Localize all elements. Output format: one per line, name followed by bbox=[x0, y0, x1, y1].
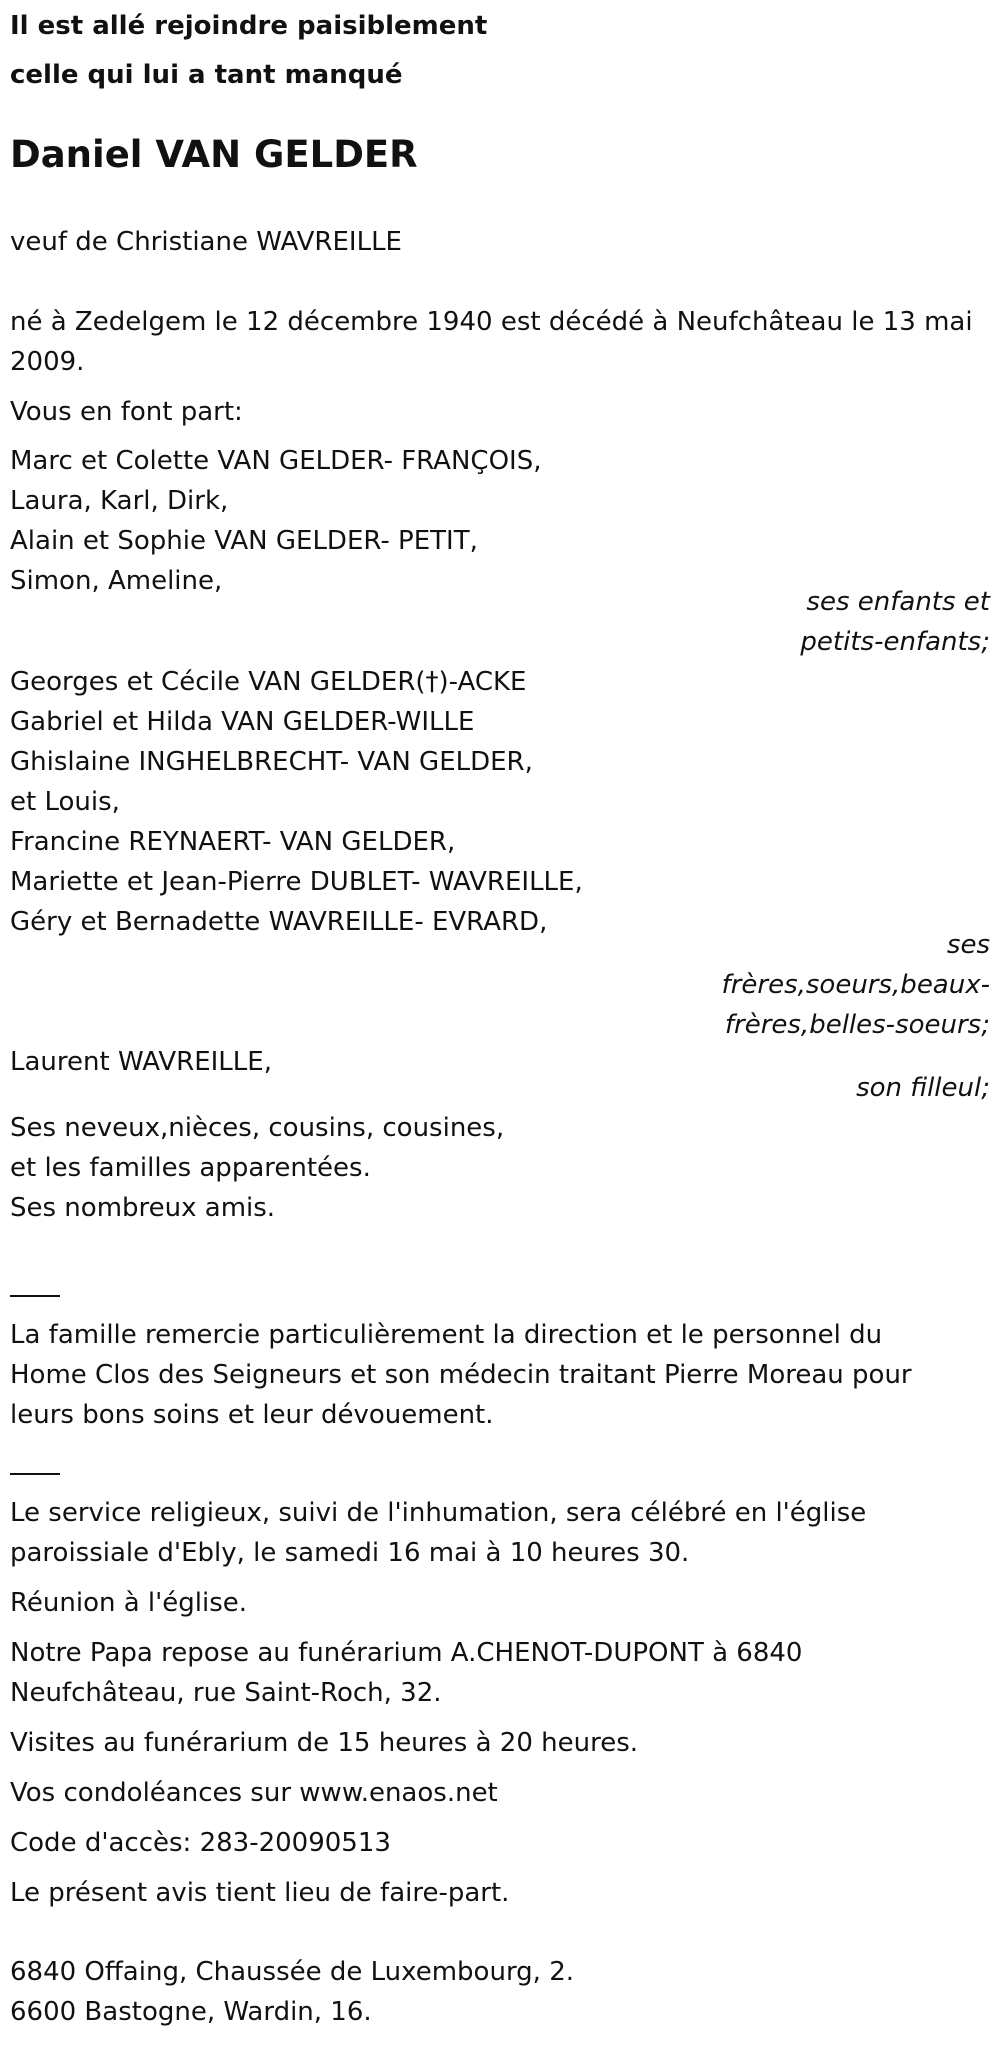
godson: Laurent WAVREILLE, bbox=[10, 1047, 272, 1077]
list-item: Francine REYNAERT- VAN GELDER, bbox=[10, 827, 456, 857]
ceremony-line: Le service religieux, suivi de l'inhumation, sera célébré en l'église bbox=[10, 1498, 867, 1528]
thanks-line: Home Clos des Seigneurs et son médecin traitant Pierre Moreau pour bbox=[10, 1360, 912, 1390]
siblings-role-line-1: ses bbox=[946, 930, 990, 960]
list-item: Gabriel et Hilda VAN GELDER-WILLE bbox=[10, 707, 475, 737]
intro-line-2: celle qui lui a tant manqué bbox=[10, 60, 403, 90]
funeral-home-line: Notre Papa repose au funérarium A.CHENOT-DUPONT à 6840 bbox=[10, 1638, 803, 1668]
address-line: 6840 Offaing, Chaussée de Luxembourg, 2. bbox=[10, 1957, 575, 1987]
announcement-intro: Vous en font part: bbox=[10, 397, 243, 427]
list-item: Mariette et Jean-Pierre DUBLET- WAVREILLE, bbox=[10, 867, 583, 897]
meeting: Réunion à l'église. bbox=[10, 1588, 248, 1618]
list-item: Ghislaine INGHELBRECHT- VAN GELDER, bbox=[10, 747, 533, 777]
condolences: Vos condoléances sur www.enaos.net bbox=[10, 1778, 498, 1808]
list-item: Géry et Bernadette WAVREILLE- EVRARD, bbox=[10, 907, 548, 937]
funeral-home-line: Neufchâteau, rue Saint-Roch, 32. bbox=[10, 1678, 442, 1708]
list-item: Simon, Ameline, bbox=[10, 566, 223, 596]
birth-death-line-1: né à Zedelgem le 12 décembre 1940 est décédé à Neufchâteau le 13 mai bbox=[10, 307, 973, 337]
deceased-name: Daniel VAN GELDER bbox=[10, 133, 418, 176]
birth-death-line-2: 2009. bbox=[10, 347, 85, 377]
thanks-line: leurs bons soins et leur dévouement. bbox=[10, 1400, 494, 1430]
separator bbox=[10, 1295, 60, 1297]
thanks-line: La famille remercie particulièrement la direction et le personnel du bbox=[10, 1320, 883, 1350]
list-item: Alain et Sophie VAN GELDER- PETIT, bbox=[10, 526, 478, 556]
list-item: Laura, Karl, Dirk, bbox=[10, 486, 229, 516]
list-item: et les familles apparentées. bbox=[10, 1153, 371, 1183]
list-item: Ses neveux,nièces, cousins, cousines, bbox=[10, 1113, 505, 1143]
widower-of: veuf de Christiane WAVREILLE bbox=[10, 227, 402, 257]
godson-role: son filleul; bbox=[856, 1073, 990, 1103]
list-item: Georges et Cécile VAN GELDER(†)-ACKE bbox=[10, 667, 527, 697]
siblings-role-line-2: frères,soeurs,beaux- bbox=[721, 970, 990, 1000]
list-item: Marc et Colette VAN GELDER- FRANÇOIS, bbox=[10, 446, 542, 476]
children-role-line-1: ses enfants et bbox=[806, 587, 990, 617]
address-line: 6600 Bastogne, Wardin, 16. bbox=[10, 1997, 372, 2027]
separator bbox=[10, 1473, 60, 1475]
siblings-role-line-3: frères,belles-soeurs; bbox=[724, 1010, 990, 1040]
list-item: Ses nombreux amis. bbox=[10, 1193, 276, 1223]
visits: Visites au funérarium de 15 heures à 20 heures. bbox=[10, 1728, 639, 1758]
list-item: et Louis, bbox=[10, 787, 120, 817]
children-role-line-2: petits-enfants; bbox=[800, 627, 990, 657]
notice: Le présent avis tient lieu de faire-part. bbox=[10, 1878, 510, 1908]
ceremony-line: paroissiale d'Ebly, le samedi 16 mai à 10 heures 30. bbox=[10, 1538, 690, 1568]
access-code: Code d'accès: 283-20090513 bbox=[10, 1828, 391, 1858]
intro-line-1: Il est allé rejoindre paisiblement bbox=[10, 11, 488, 41]
